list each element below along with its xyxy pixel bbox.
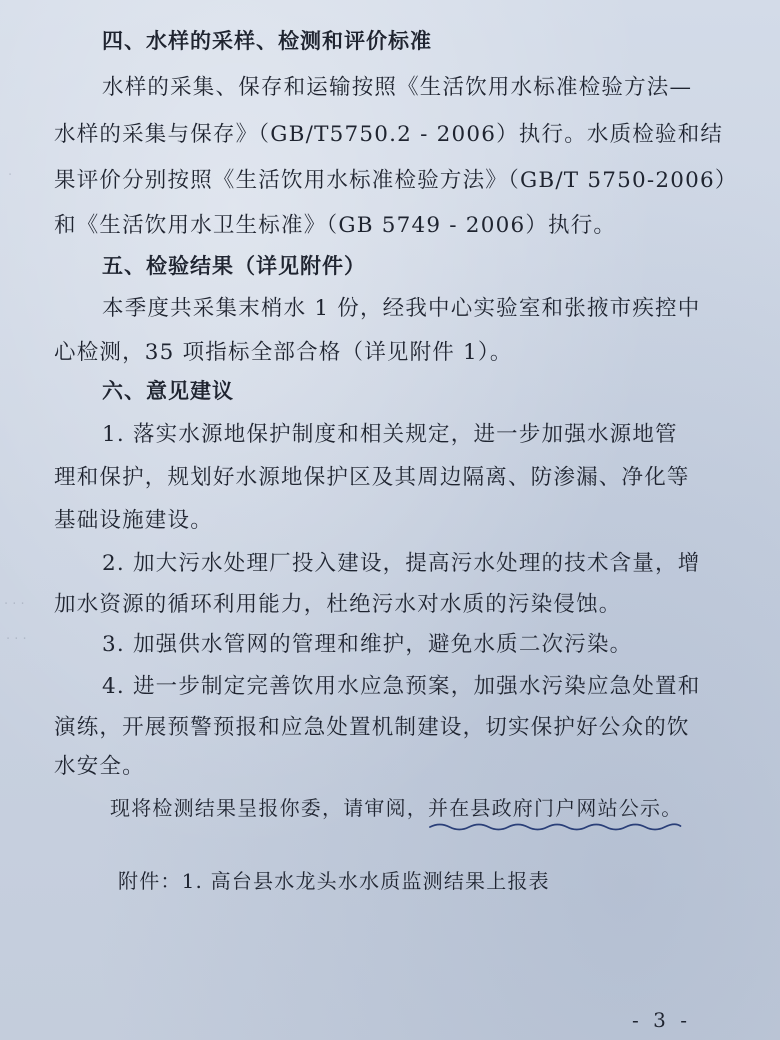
underlined-phrase <box>428 793 682 823</box>
section-4-heading: 四、水样的采样、检测和评价标准 <box>102 29 432 53</box>
paragraph-line: 水样的采集与保存》（GB/T5750.2 - 2006）执行。水质检验和结 <box>54 122 724 147</box>
paragraph-line: 水样的采集、保存和运输按照《生活饮用水标准检验方法— <box>102 75 693 100</box>
recommendation-1-line: 理和保护，规划好水源地保护区及其周边隔离、防渗漏、净化等 <box>54 465 690 490</box>
closing-text-part2: 并在县政府门户网站公示。 <box>428 796 683 820</box>
recommendation-1-line: 基础设施建设。 <box>54 508 213 533</box>
paragraph-line: 心检测，35 项指标全部合格（详见附件 1）。 <box>54 340 513 365</box>
paragraph-line: 和《生活饮用水卫生标准》（GB 5749 - 2006）执行。 <box>54 213 617 238</box>
recommendation-4-line: 演练，开展预警预报和应急处置机制建设，切实保护好公众的饮 <box>54 715 690 740</box>
section-6-heading: 六、意见建议 <box>102 379 234 403</box>
handwritten-underline-mark <box>428 821 682 833</box>
paragraph-line: 本季度共采集末梢水 1 份，经我中心实验室和张掖市疾控中 <box>102 296 701 321</box>
recommendation-2-line: 2. 加大污水处理厂投入建设，提高污水处理的技术含量，增 <box>102 551 701 576</box>
bleed-through-mark: · · · <box>4 597 25 612</box>
recommendation-2-line: 加水资源的循环利用能力，杜绝污水对水质的污染侵蚀。 <box>54 592 622 617</box>
page-number: - 3 - <box>632 1008 691 1032</box>
recommendation-4-line: 4. 进一步制定完善饮用水应急预案，加强水污染应急处置和 <box>102 674 701 699</box>
closing-sentence <box>110 793 682 823</box>
section-5-heading: 五、检验结果（详见附件） <box>102 254 366 278</box>
closing-text-part1: 现将检测结果呈报你委，请审阅， <box>110 796 428 820</box>
recommendation-3-line: 3. 加强供水管网的管理和维护，避免水质二次污染。 <box>102 632 633 657</box>
paragraph-line: 果评价分别按照《生活饮用水标准检验方法》（GB/T 5750-2006） <box>54 168 738 193</box>
recommendation-1-line: 1. 落实水源地保护制度和相关规定，进一步加强水源地管 <box>102 422 678 447</box>
bleed-through-mark: · <box>8 168 13 183</box>
attachment-line: 附件：1. 高台县水龙头水水质监测结果上报表 <box>118 869 550 893</box>
bleed-through-mark: · · · <box>6 632 27 647</box>
recommendation-4-line: 水安全。 <box>54 754 145 779</box>
